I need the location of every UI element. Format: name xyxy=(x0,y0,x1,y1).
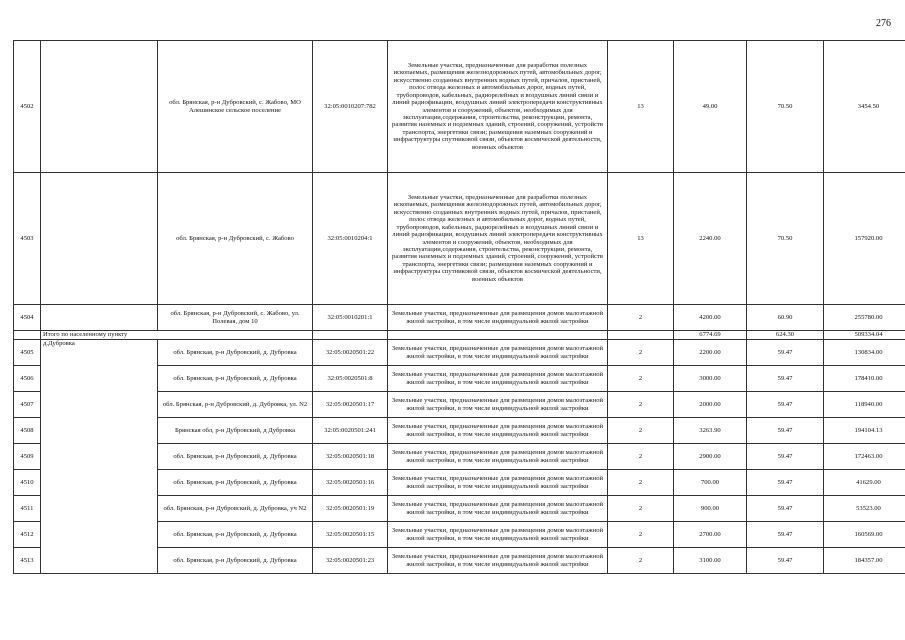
address-cell: обл. Брянская, р-н Дубровский, д. Дубровка xyxy=(158,340,313,366)
cadastral-value: 194104.13 xyxy=(824,418,905,444)
table-row xyxy=(14,340,905,366)
area-value: 3000.00 xyxy=(674,366,747,392)
use-code xyxy=(608,331,674,340)
use-code: 2 xyxy=(608,470,674,496)
cadastral-value: 130834.00 xyxy=(824,340,905,366)
cadastral-number: 32:05:0020501:15 xyxy=(313,522,388,548)
unit-price: 59.47 xyxy=(747,470,824,496)
cadastral-number: 32:05:0020501:19 xyxy=(313,496,388,522)
unit-price: 59.47 xyxy=(747,418,824,444)
cadastral-value: 255780.00 xyxy=(824,305,905,331)
address-cell: обл. Брянская, р-н Дубровский, д. Дубровка xyxy=(158,444,313,470)
area-value: 2000.00 xyxy=(674,392,747,418)
address-cell: обл. Брянская, р-н Дубровский, д. Дубровка xyxy=(158,470,313,496)
land-use-description: Земельные участки, предназначенные для размещения домов малоэтажной жилой застройки, в том числе индивидуальной жилой застройки xyxy=(388,305,608,331)
area-value: 2240.00 xyxy=(674,173,747,305)
unit-price: 59.47 xyxy=(747,522,824,548)
page-number: 276 xyxy=(876,18,891,29)
locality-cell xyxy=(41,173,158,305)
land-use-description: Земельные участки, предназначенные для размещения домов малоэтажной жилой застройки, в том числе индивидуальной жилой застройки xyxy=(388,340,608,366)
unit-price: 59.47 xyxy=(747,548,824,574)
address-cell: обл. Брянская, р-н Дубровский, д. Дубровка xyxy=(158,366,313,392)
locality-name: д.Дубровка xyxy=(41,340,158,574)
unit-price: 59.47 xyxy=(747,340,824,366)
area-value: 900.00 xyxy=(674,496,747,522)
land-use-description: Земельные участки, предназначенные для размещения домов малоэтажной жилой застройки, в том числе индивидуальной жилой застройки xyxy=(388,366,608,392)
unit-price: 70.50 xyxy=(747,41,824,173)
use-code: 2 xyxy=(608,366,674,392)
address-cell: обл. Брянская, р-н Дубровский, д. Дубровка xyxy=(158,548,313,574)
land-use-description: Земельные участки, предназначенные для разработки полезных ископаемых, размещения железнодорожных путей, автомобильных дорог, искусственно созданных внутренних водных путей, причалов, пристаней, полос отвода железных и автомобильных дорог, водных путей, трубопроводов, кабельных, радиорелейных и воздушных линий связи и линий радиофикации, воздушных линий электропередачи конструктивных элементов и сооружений, объектов, необходимых для эксплуатации,содержания, строительства, реконструкции, ремонта, развития наземных и подземных зданий, строений, сооружений, устройств транспорта, энергетики связи; размещения наземных сооружений и инфраструктуры спутниковой связи, объектов космической деятельности, военных объектов xyxy=(388,173,608,305)
row-number: 4506 xyxy=(14,366,41,392)
cadastral-value: 172463.00 xyxy=(824,444,905,470)
locality-total-row xyxy=(14,331,905,340)
cadastral-number: 32:05:0020501:18 xyxy=(313,444,388,470)
cadastral-value: 3454.50 xyxy=(824,41,905,173)
area-value: 49.00 xyxy=(674,41,747,173)
cadastral-number: 32:05:0020501:17 xyxy=(313,392,388,418)
address-cell: обл. Брянская, р-н Дубровский, с. Жабово, МО Алешинское сельское поселение xyxy=(158,41,313,173)
cadastral-number xyxy=(313,331,388,340)
land-use-description: Земельные участки, предназначенные для размещения домов малоэтажной жилой застройки, в том числе индивидуальной жилой застройки xyxy=(388,470,608,496)
unit-price: 60.90 xyxy=(747,305,824,331)
table-row xyxy=(14,41,905,173)
area-value: 4200.00 xyxy=(674,305,747,331)
cadastral-value: 53523.00 xyxy=(824,496,905,522)
address-cell: обл. Брянская, р-н Дубровский, д. Дубровка, уч N2 xyxy=(158,496,313,522)
cadastral-number: 32:05:0020501:23 xyxy=(313,548,388,574)
row-number: 4511 xyxy=(14,496,41,522)
cadastral-number: 32:05:0010204:1 xyxy=(313,173,388,305)
cadastral-value: 160569.00 xyxy=(824,522,905,548)
cadastral-value: 184357.00 xyxy=(824,548,905,574)
total-label: Итого по населенному пункту xyxy=(41,331,313,340)
address-cell: Брянская обл, р-н Дубровский, д Дубровка xyxy=(158,418,313,444)
row-number: 4510 xyxy=(14,470,41,496)
cadastral-value: 178410.00 xyxy=(824,366,905,392)
locality-cell xyxy=(41,305,158,331)
area-value: 3263.90 xyxy=(674,418,747,444)
use-code: 2 xyxy=(608,548,674,574)
total-area: 6774.69 xyxy=(674,331,747,340)
row-number: 4508 xyxy=(14,418,41,444)
area-value: 2200.00 xyxy=(674,340,747,366)
land-use-description: Земельные участки, предназначенные для размещения домов малоэтажной жилой застройки, в том числе индивидуальной жилой застройки xyxy=(388,496,608,522)
land-use-description: Земельные участки, предназначенные для размещения домов малоэтажной жилой застройки, в том числе индивидуальной жилой застройки xyxy=(388,418,608,444)
area-value: 2900.00 xyxy=(674,444,747,470)
unit-price: 59.47 xyxy=(747,366,824,392)
cadastral-value: 157920.00 xyxy=(824,173,905,305)
locality-cell xyxy=(41,41,158,173)
land-use-description: Земельные участки, предназначенные для размещения домов малоэтажной жилой застройки, в том числе индивидуальной жилой застройки xyxy=(388,392,608,418)
use-code: 2 xyxy=(608,522,674,548)
use-code: 2 xyxy=(608,444,674,470)
row-number: 4504 xyxy=(14,305,41,331)
cadastral-number: 32:05:0010207:782 xyxy=(313,41,388,173)
cadastral-number: 32:05:0020501:8 xyxy=(313,366,388,392)
row-number: 4509 xyxy=(14,444,41,470)
area-value: 700.00 xyxy=(674,470,747,496)
cadastral-number: 32:05:0020501:241 xyxy=(313,418,388,444)
cadastral-number: 32:05:0020501:16 xyxy=(313,470,388,496)
cadastral-number: 32:05:0020501:22 xyxy=(313,340,388,366)
address-cell: обл. Брянская, р-н Дубровский, с. Жабово xyxy=(158,173,313,305)
address-cell: обл. Брянская, р-н Дубровский, д. Дубровка xyxy=(158,522,313,548)
area-value: 2700.00 xyxy=(674,522,747,548)
unit-price: 59.47 xyxy=(747,444,824,470)
use-code: 2 xyxy=(608,418,674,444)
table-row xyxy=(14,173,905,305)
total-price: 624.30 xyxy=(747,331,824,340)
unit-price: 70.50 xyxy=(747,173,824,305)
unit-price: 59.47 xyxy=(747,496,824,522)
row-number: 4507 xyxy=(14,392,41,418)
cadastral-number: 32:05:0010201:1 xyxy=(313,305,388,331)
use-code: 13 xyxy=(608,41,674,173)
use-code: 13 xyxy=(608,173,674,305)
row-number: 4503 xyxy=(14,173,41,305)
land-use-description: Земельные участки, предназначенные для разработки полезных ископаемых, размещения железнодорожных путей, автомобильных дорог, искусственно созданных внутренних водных путей, причалов, пристаней, полос отвода железных и автомобильных дорог, водных путей, трубопроводов, кабельных, радиорелейных и воздушных линий связи и линий радиофикации, воздушных линий электропередачи конструктивных элементов и сооружений, объектов, необходимых для эксплуатации,содержания, строительства, реконструкции, ремонта, развития наземных и подземных зданий, строений, сооружений, устройств транспорта, энергетики связи; размещения наземных сооружений и инфраструктуры спутниковой связи, объектов космической деятельности, военных объектов xyxy=(388,41,608,173)
use-code: 2 xyxy=(608,305,674,331)
cadastral-value: 118940.00 xyxy=(824,392,905,418)
row-number: 4513 xyxy=(14,548,41,574)
land-use-description: Земельные участки, предназначенные для размещения домов малоэтажной жилой застройки, в том числе индивидуальной жилой застройки xyxy=(388,548,608,574)
table-row xyxy=(14,305,905,331)
row-number: 4512 xyxy=(14,522,41,548)
total-sum: 509334.04 xyxy=(824,331,905,340)
land-use-description xyxy=(388,331,608,340)
land-register-table xyxy=(13,40,905,574)
row-number: 4505 xyxy=(14,340,41,366)
area-value: 3100.00 xyxy=(674,548,747,574)
cadastral-value: 41629.00 xyxy=(824,470,905,496)
row-number xyxy=(14,331,41,340)
use-code: 2 xyxy=(608,340,674,366)
unit-price: 59.47 xyxy=(747,392,824,418)
row-number: 4502 xyxy=(14,41,41,173)
use-code: 2 xyxy=(608,392,674,418)
address-cell: обл. Брянская, р-н Дубровский, с. Жабово, ул. Полевая, дом 10 xyxy=(158,305,313,331)
address-cell: обл. Брянская, р-н Дубровский, д. Дубровка, ул. N2 xyxy=(158,392,313,418)
use-code: 2 xyxy=(608,496,674,522)
land-use-description: Земельные участки, предназначенные для размещения домов малоэтажной жилой застройки, в том числе индивидуальной жилой застройки xyxy=(388,444,608,470)
land-use-description: Земельные участки, предназначенные для размещения домов малоэтажной жилой застройки, в том числе индивидуальной жилой застройки xyxy=(388,522,608,548)
